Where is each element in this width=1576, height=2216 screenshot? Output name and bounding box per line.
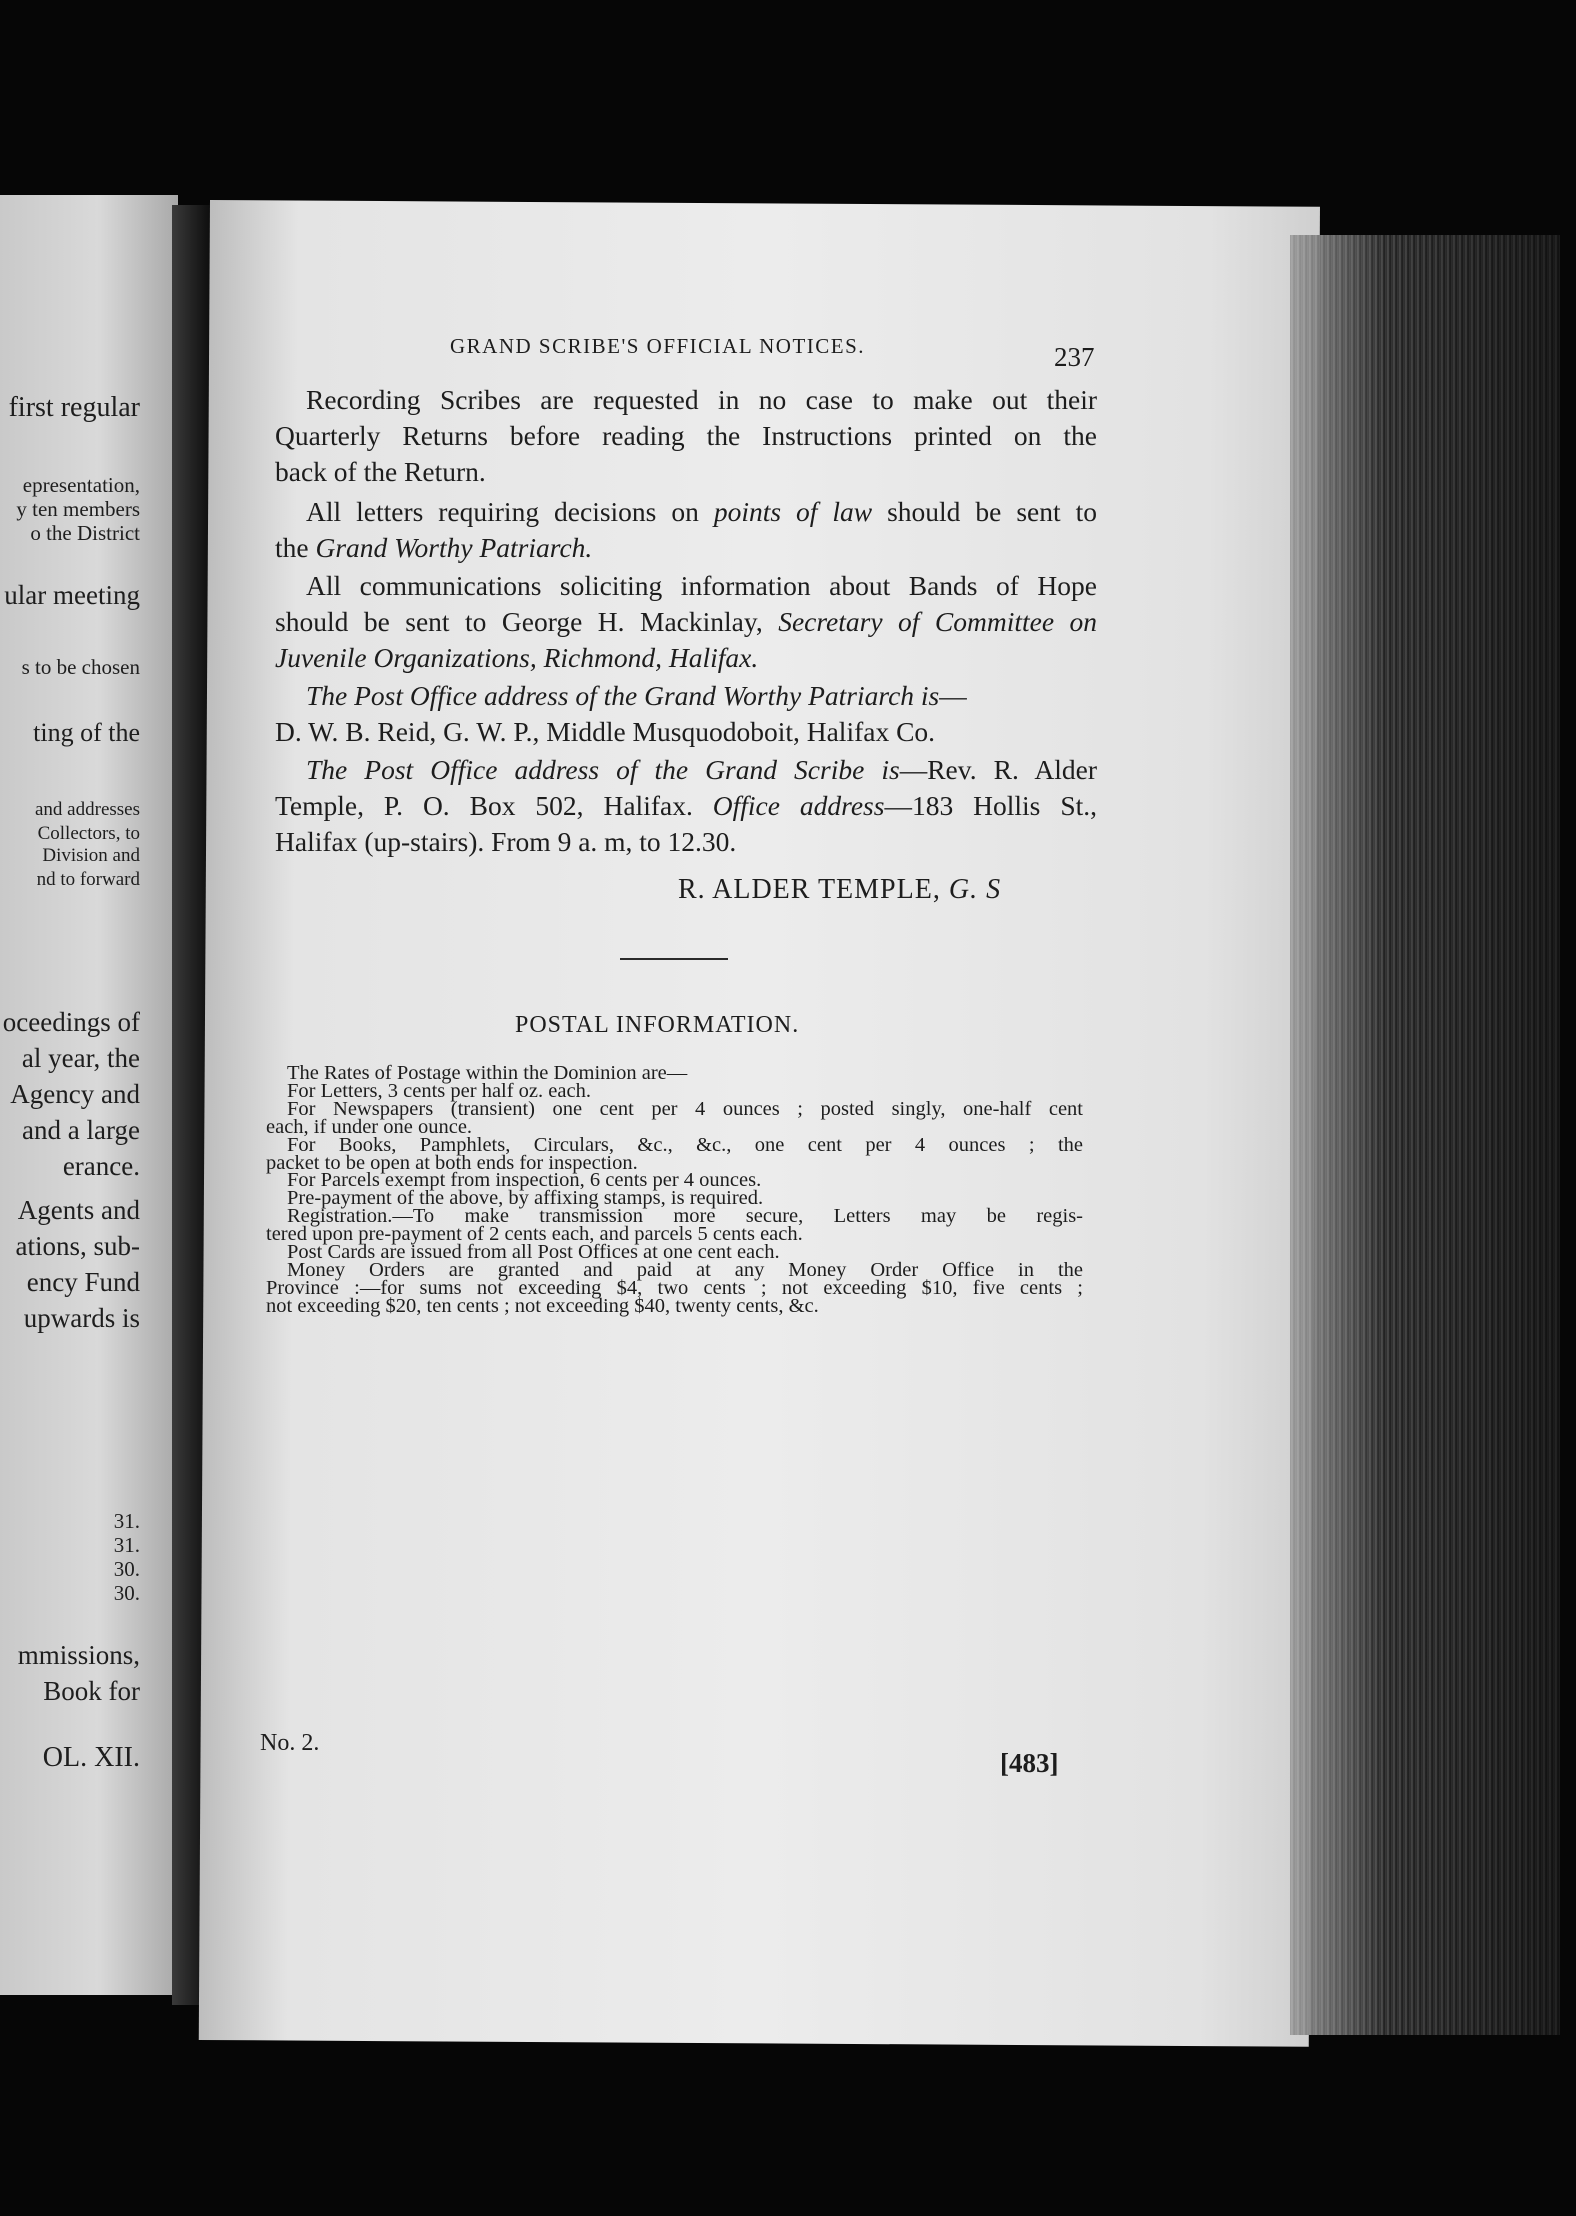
left-page-line: 30. [113, 1581, 140, 1605]
postal-line: packet to be open at both ends for inspection. [266, 1151, 638, 1174]
running-header: GRAND SCRIBE'S OFFICIAL NOTICES. [450, 334, 866, 358]
notice-line: Recording Scribes are requested in no case to make out their [306, 384, 1097, 415]
postal-line: Registration.—To make transmission more secure, Letters may be regis- [287, 1205, 1083, 1228]
notice-line: All letters requiring decisions on points of law should be sent to [306, 496, 1097, 527]
left-page-line: al year, the [21, 1043, 140, 1073]
left-page-line: epresentation, [22, 473, 140, 497]
postal-line: For Parcels exempt from inspection, 6 cents per 4 ounces. [287, 1169, 762, 1192]
left-page-line: Book for [43, 1676, 140, 1706]
left-page-line: first regular [8, 392, 140, 423]
section-divider [620, 958, 728, 960]
left-page-line: ations, sub- [15, 1231, 140, 1261]
left-page-line: 31. [113, 1533, 140, 1557]
postal-line: The Rates of Postage within the Dominion are— [287, 1062, 688, 1084]
notice-line: All communications soliciting information about Bands of Hope [306, 570, 1097, 601]
left-page-line: Agency and [10, 1079, 140, 1109]
left-page-line: 31. [113, 1509, 140, 1533]
left-page-line: Division and [42, 845, 140, 866]
notice-line: Temple, P. O. Box 502, Halifax. Office address—183 Hollis St., [275, 790, 1098, 821]
notice-line: The Post Office address of the Grand Worthy Patriarch is— [306, 680, 967, 711]
page-edges-shading [1290, 235, 1560, 2035]
left-page-line: OL. XII. [42, 1742, 140, 1773]
left-page-line: o the District [30, 521, 140, 545]
left-page-line: ular meeting [4, 580, 140, 610]
notice-line: The Post Office address of the Grand Scribe is—Rev. R. Alder [306, 754, 1097, 785]
postal-line: For Books, Pamphlets, Circulars, &c., &c., one cent per 4 ounces ; the [287, 1133, 1083, 1156]
left-page-line: upwards is [23, 1303, 140, 1333]
notice-line: should be sent to George H. Mackinlay, Secretary of Committee on [275, 606, 1097, 637]
postal-line: Pre-payment of the above, by affixing stamps, is required. [287, 1187, 764, 1210]
left-page-line: nd to forward [36, 869, 140, 890]
notice-line: the Grand Worthy Patriarch. [275, 532, 593, 563]
notice-line: Juvenile Organizations, Richmond, Halifax. [275, 642, 759, 673]
left-page-line: erance. [62, 1151, 140, 1181]
left-page-line: ting of the [33, 718, 140, 747]
left-page-line: 30. [113, 1557, 140, 1581]
notice-line: Halifax (up-stairs). From 9 a. m, to 12.30. [275, 826, 737, 857]
left-page-line: y ten members [16, 497, 140, 521]
postal-line: For Letters, 3 cents per half oz. each. [287, 1079, 591, 1102]
left-page-line: and addresses [35, 799, 140, 820]
postal-line: Province :—for sums not exceeding $4, two cents ; not exceeding $10, five cents ; [266, 1276, 1083, 1299]
left-page [0, 195, 178, 1995]
left-page-line: mmissions, [17, 1640, 140, 1670]
postal-line: For Newspapers (transient) one cent per 4 ounces ; posted singly, one-half cent [287, 1097, 1083, 1120]
postal-line: Money Orders are granted and paid at any Money Order Office in the [287, 1258, 1083, 1281]
postal-line: each, if under one ounce. [266, 1115, 473, 1138]
postal-line: Post Cards are issued from all Post Offices at one cent each. [287, 1241, 780, 1263]
left-page-line: oceedings of [2, 1007, 140, 1037]
left-page-line: ency Fund [26, 1267, 140, 1297]
left-page-line: Collectors, to [37, 823, 140, 844]
left-page-line: and a large [22, 1115, 140, 1145]
page-number: 237 [1054, 342, 1095, 372]
notice-line: D. W. B. Reid, G. W. P., Middle Musquodoboit, Halifax Co. [275, 716, 936, 747]
left-page-line: Agents and [17, 1195, 140, 1225]
notice-line: back of the Return. [275, 456, 486, 487]
issue-number: No. 2. [260, 1730, 320, 1756]
postal-line: tered upon pre-payment of 2 cents each, and parcels 5 cents each. [266, 1223, 803, 1246]
signature: R. ALDER TEMPLE, G. S [678, 874, 1002, 905]
postal-line: not exceeding $20, ten cents ; not exceeding $40, twenty cents, &c. [266, 1294, 819, 1317]
notice-line: Quarterly Returns before reading the Instructions printed on the [275, 420, 1097, 451]
postal-heading: POSTAL INFORMATION. [515, 1012, 800, 1038]
left-page-line: s to be chosen [21, 655, 140, 679]
signature-mark: [483] [1000, 1748, 1059, 1778]
